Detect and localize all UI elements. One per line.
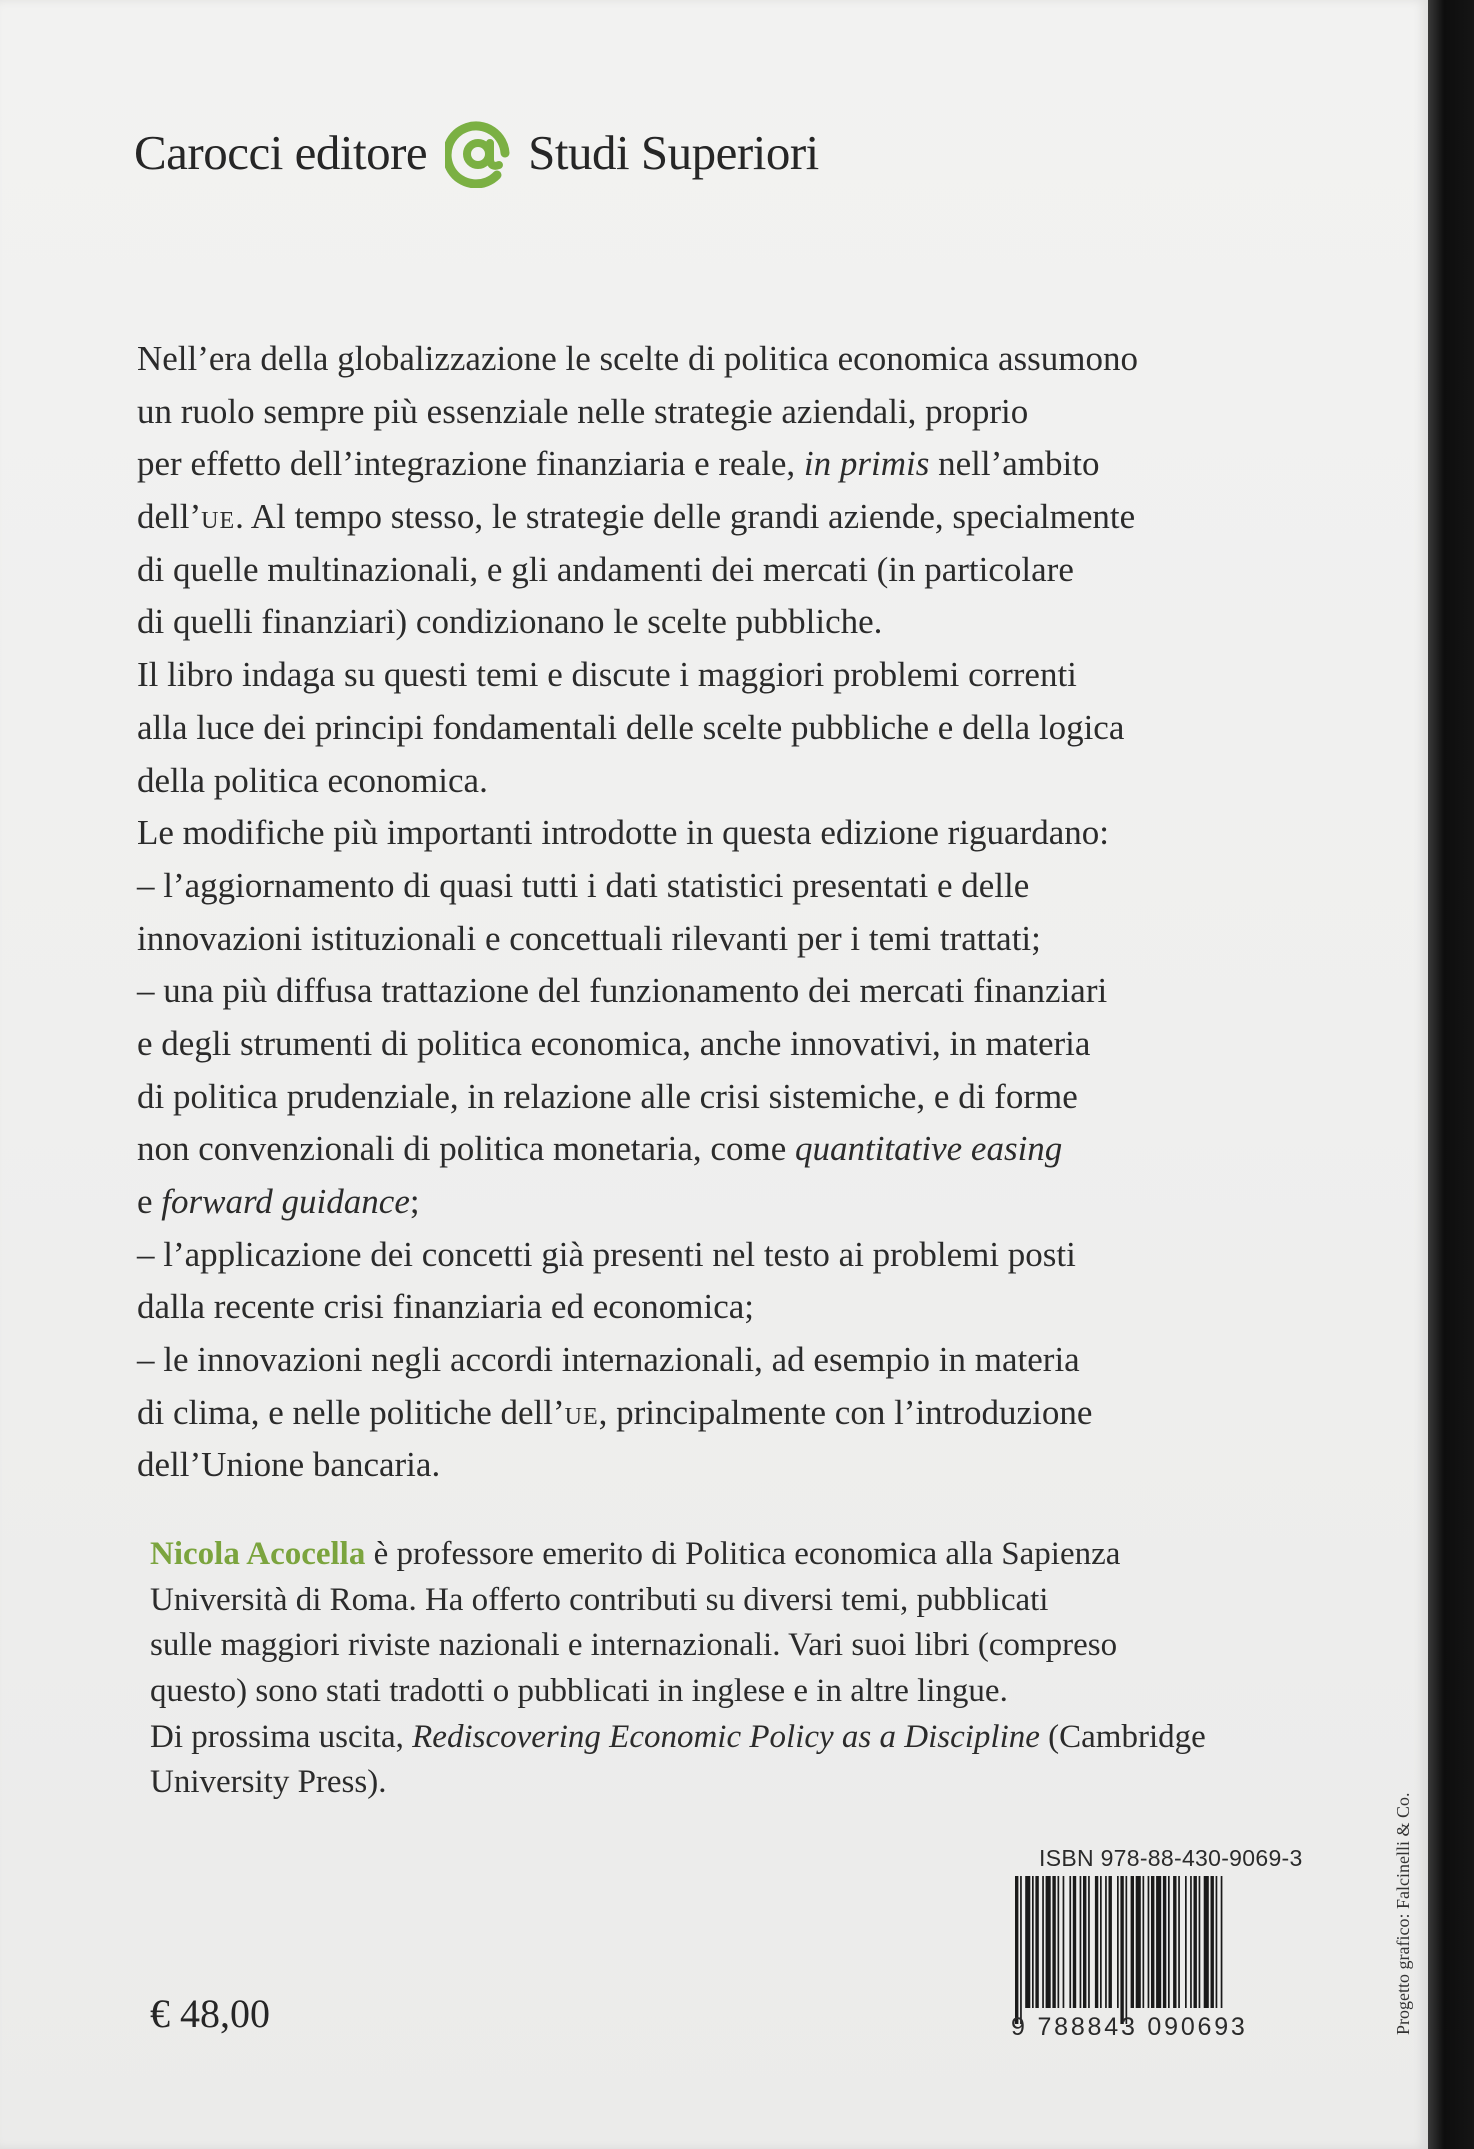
text-span: Di prossima uscita, (150, 1718, 413, 1755)
text-span: ; (409, 1182, 420, 1221)
publisher-name: Carocci editore (134, 124, 428, 180)
text-span: . Al tempo stesso, le strategie delle grandi aziende, specialmente (235, 497, 1136, 537)
description-line (137, 1387, 1317, 1440)
barcode-bar (1173, 1876, 1176, 2008)
description-line: Le modifiche più importanti introdotte in questa edizione riguardano: (137, 813, 1109, 853)
description-line: di quelle multinazionali, e gli andamenti dei mercati (in particolare (137, 549, 1074, 589)
bio-line (150, 1715, 1300, 1761)
text-span: è professore emerito di Politica economica alla Sapienza (365, 1536, 1121, 1572)
bio-line (150, 1532, 1300, 1578)
description-line: alla luce dei principi fondamentali delle scelte pubbliche e della logica (137, 707, 1125, 747)
barcode-bar (1148, 1876, 1150, 2008)
text-span: nell’ambito (929, 444, 1100, 484)
description-line (137, 1176, 1317, 1229)
book-description (137, 333, 1317, 1492)
barcode-bar (1073, 1876, 1076, 2008)
description-line: – l’applicazione dei concetti già presenti nel testo ai problemi posti (137, 1234, 1076, 1274)
description-line (137, 491, 1317, 544)
author-bio (150, 1532, 1300, 1806)
barcode-bar (1151, 1876, 1154, 2008)
text-span: , principalmente con l’introduzione (598, 1392, 1093, 1432)
barcode-bar (1190, 1876, 1192, 2008)
barcode-bar (1168, 1876, 1170, 2008)
at-sign-logo-icon (445, 116, 513, 188)
description-line: innovazioni istituzionali e concettuali rilevanti per i temi trattati; (137, 918, 1041, 958)
barcode-bar (1042, 1876, 1044, 2008)
small-caps-ue: UE (564, 1403, 599, 1430)
italic-term: forward guidance (161, 1182, 410, 1221)
text-span: dell’ (137, 497, 202, 537)
book-title: Rediscovering Economic Policy as a Discipline (412, 1718, 1040, 1755)
barcode-bar (1020, 1876, 1022, 2024)
barcode-bar (1178, 1876, 1180, 2008)
header (134, 112, 819, 192)
barcode-bar (1100, 1876, 1102, 2008)
barcode-bar (1032, 1876, 1034, 2008)
author-name: Nicola Acocella (150, 1536, 366, 1572)
barcode-bar (1194, 1876, 1197, 2008)
description-line: dalla recente crisi finanziaria ed economica; (137, 1287, 755, 1327)
barcode (1011, 1876, 1309, 2026)
barcode-bar (1058, 1876, 1060, 2008)
barcode-bar (1216, 1876, 1218, 2008)
barcode-bar (1204, 1876, 1209, 2008)
description-line: – le innovazioni negli accordi internazionali, ad esempio in materia (137, 1340, 1080, 1380)
barcode-bar (1199, 1876, 1201, 2008)
description-line: Nell’era della globalizzazione le scelte di politica economica assumono (137, 339, 1138, 378)
barcode-bar (1095, 1876, 1098, 2008)
barcode-bar (1156, 1876, 1161, 2008)
barcode-bar (1143, 1876, 1145, 2008)
description-line: un ruolo sempre più essenziale nelle strategie aziendali, proprio (137, 391, 1029, 431)
bio-line: sulle maggiori riviste nazionali e internazionali. Vari suoi libri (compreso (150, 1627, 1118, 1664)
description-line: di quelli finanziari) condizionano le scelte pubbliche. (137, 602, 883, 642)
series-name: Studi Superiori (528, 124, 819, 180)
barcode-bar (1221, 1876, 1223, 2008)
description-line: Il libro indaga su questi temi e discute i maggiori problemi correnti (137, 655, 1077, 695)
barcode-bar (1088, 1876, 1090, 2008)
barcode-bar (1015, 1876, 1018, 2024)
barcode-bar (1117, 1876, 1119, 2008)
bio-line: questo) sono stati tradotti o pubblicati in inglese e in altre lingue. (150, 1673, 1008, 1710)
barcode-bar (1025, 1876, 1030, 2008)
text-span: non convenzionali di politica monetaria, come (137, 1129, 795, 1169)
bio-line: Università di Roma. Ha offerto contributi su diversi temi, pubblicati (150, 1581, 1049, 1618)
barcode-bar (1046, 1876, 1051, 2008)
barcode-bar (1083, 1876, 1086, 2008)
small-caps-ue: UE (201, 508, 236, 535)
design-credit: Progetto grafico: Falcinelli & Co. (1393, 1792, 1413, 2035)
description-line: e degli strumenti di politica economica, anche innovativi, in materia (137, 1023, 1091, 1063)
barcode-bar (1136, 1876, 1141, 2008)
text-span: (Cambridge (1039, 1718, 1206, 1755)
barcode-bar (1131, 1876, 1134, 2008)
description-line: di politica prudenziale, in relazione alle crisi sistemiche, e di forme (137, 1076, 1078, 1116)
barcode-bar (1080, 1876, 1082, 2008)
text-span: di clima, e nelle politiche dell’ (137, 1392, 565, 1432)
italic-term: quantitative easing (794, 1129, 1063, 1169)
barcode-bar (1035, 1876, 1038, 2008)
barcode-bar (1069, 1876, 1071, 2008)
isbn-label: ISBN 978-88-430-9069-3 (1039, 1845, 1303, 1871)
barcode-bar (1163, 1876, 1166, 2008)
description-line: – una più diffusa trattazione del funzionamento dei mercati finanziari (137, 971, 1108, 1011)
barcode-bar (1120, 1876, 1123, 2024)
bio-line: University Press). (150, 1764, 387, 1801)
barcode-bar (1063, 1876, 1065, 2008)
description-line: della politica economica. (137, 760, 488, 800)
cover-edge-shadow (1428, 0, 1474, 2149)
description-line: – l’aggiornamento di quasi tutti i dati statistici presentati e delle (137, 865, 1030, 905)
barcode-bar (1109, 1876, 1112, 2008)
ean-digits: 9 788843 090693 (1011, 2013, 1248, 2041)
text-span: e (137, 1182, 162, 1221)
description-line (137, 1123, 1317, 1176)
description-line (137, 438, 1317, 491)
barcode-bar (1052, 1876, 1055, 2008)
text-span: per effetto dell’integrazione finanziaria e reale, (137, 444, 804, 484)
barcode-bar (1126, 1876, 1128, 2024)
barcode-bar (1211, 1876, 1214, 2008)
barcode-bar (1105, 1876, 1107, 2008)
barcode-bar (1185, 1876, 1187, 2008)
italic-term: in primis (803, 444, 930, 484)
price: € 48,00 (150, 1991, 270, 2036)
description-line: dell’Unione bancaria. (137, 1445, 441, 1485)
